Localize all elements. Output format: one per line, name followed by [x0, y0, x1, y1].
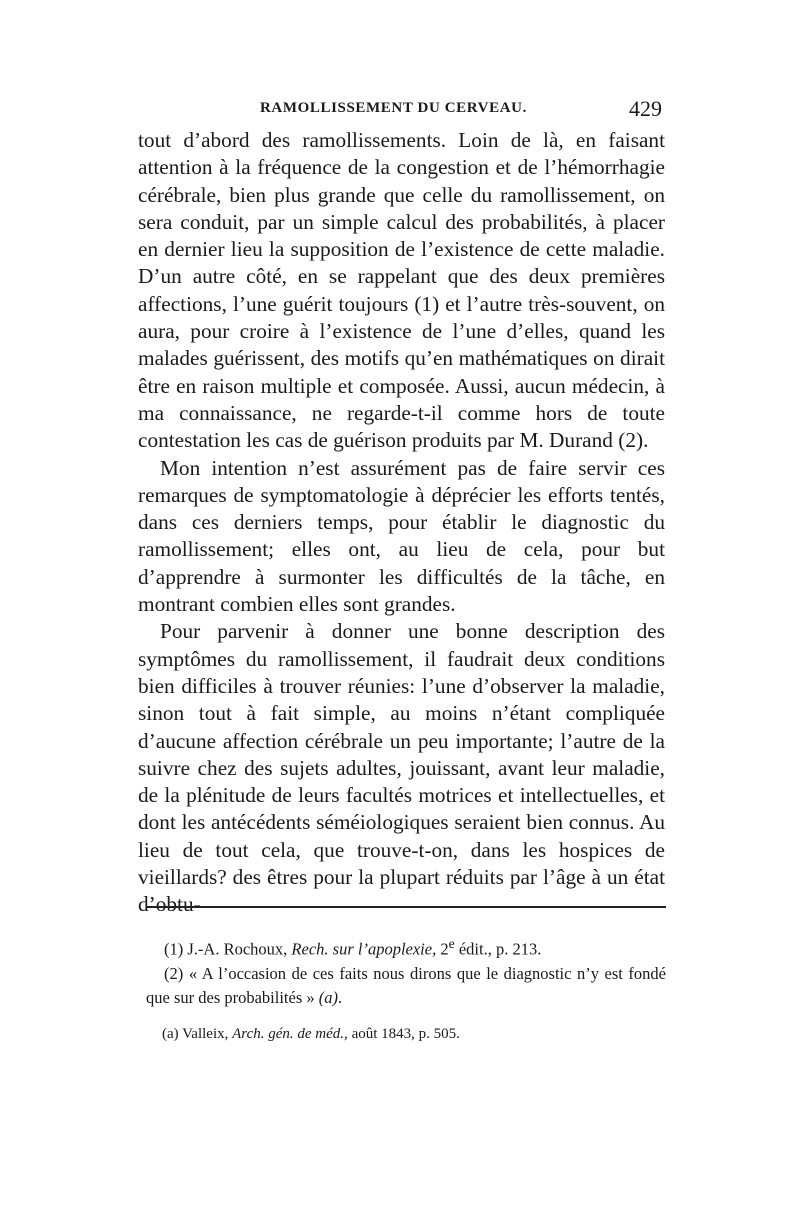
paragraph-text: et l’autre très-souvent, on aura, pour croire à l’existence de l’une d’elles, quand les malades guérissent, des motifs qu’en mathématiques on dirait être en raison multiple et composée. Aussi, aucun médecin, à ma connaissance, ne regarde-t-il comme hors de toute contestation les cas de guérison produits par M. Durand — [138, 291, 665, 453]
footnote-text: « A l’occasion de ces faits nous dirons que le diagnostic n’y est fondé que sur des probabilités » — [146, 963, 667, 1007]
footnote-edition-rest: édit., p. 213. — [454, 939, 542, 959]
paragraph-continuation — [138, 127, 665, 455]
footnote-ref-1: (1) — [414, 291, 440, 316]
subnote-ref: (a) — [318, 987, 339, 1007]
footnote-edition-superscript: e — [448, 936, 455, 951]
running-title: RAMOLLISSEMENT DU CERVEAU. — [260, 100, 527, 116]
footnote-marker: (1) — [164, 939, 184, 959]
footnotes — [146, 932, 666, 1010]
footnote-1 — [146, 932, 666, 962]
footnote-end: . — [338, 987, 343, 1007]
subnote-a — [162, 1024, 666, 1044]
footnote-marker: (2) — [164, 963, 184, 983]
footnote-title: Rech. sur l’apoplexie, — [291, 939, 437, 959]
body-text — [138, 127, 665, 919]
paragraph-text: . — [643, 428, 649, 453]
subnote-rest: août 1843, p. 505. — [351, 1026, 460, 1042]
paragraph-text: tout d’abord des ramollissements. Loin de là, en faisant attention à la fréquence de la congestion et de l’hémorrhagie cérébrale, bien plus grande que celle du ramollissement, on sera conduit, par un simple calcul des probabilités, à placer en dernier lieu la supposition de l’existence de cette maladie. D’un autre côté, en se rappelant que des deux premières affections, l’une guérit toujours — [138, 128, 665, 316]
paragraph: Mon intention n’est assurément pas de faire servir ces remarques de symptomatologie à déprécier les efforts tentés, dans ces derniers temps, pour établir le diagnostic du ramollissement; elles ont, au lieu de cela, pour but d’apprendre à surmonter les difficultés de la tâche, en montrant combien elles sont grandes. — [138, 455, 665, 617]
footnote-author: J.-A. Rochoux, — [187, 939, 288, 959]
paragraph: Pour parvenir à donner une bonne description des symptômes du ramollissement, il faudrait deux conditions bien difficiles à trouver réunies: l’une d’observer la maladie, sinon tout à fait simple, au moins n’étant compliquée d’aucune affection cérébrale un peu importante; l’autre de la suivre chez des sujets adultes, jouissant, avant leur maladie, de la plénitude de leurs facultés motrices et intellectuelles, et dont les antécédents séméiologiques seraient bien connus. Au lieu de tout cela, que trouve-t-on, dans les hospices de vieillards? des êtres pour la plupart réduits par l’âge à un état d’obtu- — [138, 619, 665, 917]
footnote-edition: 2 — [440, 939, 449, 959]
footnote-ref-2: (2) — [618, 428, 644, 453]
subnote-journal: Arch. gén. de méd., — [232, 1026, 348, 1042]
subnote-marker: (a) — [162, 1026, 179, 1042]
footnote-separator — [147, 906, 666, 908]
footnote-2 — [146, 962, 666, 1010]
running-head — [138, 98, 662, 122]
subnote-author: Valleix, — [182, 1026, 229, 1042]
page-number: 429 — [629, 96, 662, 121]
